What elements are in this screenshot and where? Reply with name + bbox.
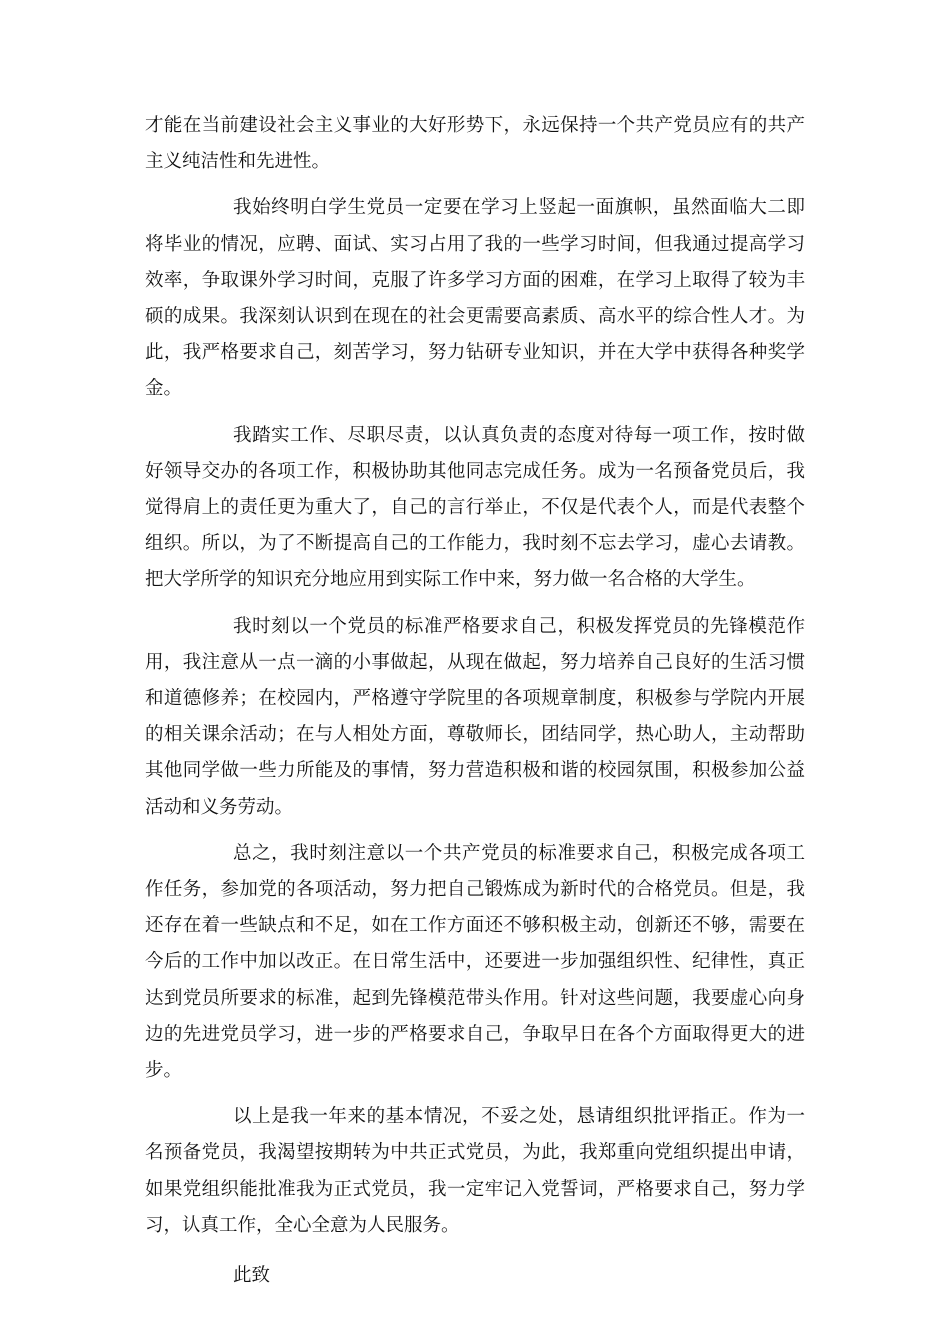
paragraph-1: 才能在当前建设社会主义事业的大好形势下，永远保持一个共产党员应有的共产主义纯洁性和先进性。 bbox=[145, 115, 805, 173]
paragraph-4: 我时刻以一个党员的标准严格要求自己，积极发挥党员的先锋模范作用，我注意从一点一滴的小事做起，从现在做起，努力培养自己良好的生活习惯和道德修养；在校园内，严格遵守学院里的各项规章制度，积极参与学院内开展的相关课余活动；在与人相处方面，尊敬师长，团结同学，热心助人，主动帮助其他同学做一些力所能及的事情，努力营造积极和谐的校园氛围，积极参加公益活动和义务劳动。 bbox=[145, 615, 805, 818]
paragraph-2: 我始终明白学生党员一定要在学习上竖起一面旗帜，虽然面临大二即将毕业的情况，应聘、面试、实习占用了我的一些学习时间，但我通过提高学习效率，争取课外学习时间，克服了许多学习方面的困难，在学习上取得了较为丰硕的成果。我深刻认识到在现在的社会更需要高素质、高水平的综合性人才。为此，我严格要求自己，刻苦学习，努力钻研专业知识，并在大学中获得各种奖学金。 bbox=[145, 197, 805, 400]
closing-salutation: 此致 bbox=[233, 1265, 271, 1287]
paragraph-5: 总之，我时刻注意以一个共产党员的标准要求自己，积极完成各项工作任务，参加党的各项活动，努力把自己锻炼成为新时代的合格党员。但是，我还存在着一些缺点和不足，如在工作方面还不够积极主动，创新还不够，需要在今后的工作中加以改正。在日常生活中，还要进一步加强组织性、纪律性，真正达到党员所要求的标准，起到先锋模范带头作用。针对这些问题，我要虚心向身边的先进党员学习，进一步的严格要求自己，争取早日在各个方面取得更大的进步。 bbox=[145, 842, 805, 1082]
paragraph-3: 我踏实工作、尽职尽责，以认真负责的态度对待每一项工作，按时做好领导交办的各项工作，积极协助其他同志完成任务。成为一名预备党员后，我觉得肩上的责任更为重大了，自己的言行举止，不仅是代表个人，而是代表整个组织。所以，为了不断提高自己的工作能力，我时刻不忘去学习，虚心去请教。把大学所学的知识充分地应用到实际工作中来，努力做一名合格的大学生。 bbox=[145, 424, 805, 591]
paragraph-6: 以上是我一年来的基本情况，不妥之处，恳请组织批评指正。作为一名预备党员，我渴望按期转为中共正式党员，为此，我郑重向党组织提出申请，如果党组织能批准我为正式党员，我一定牢记入党誓词，严格要求自己，努力学习，认真工作，全心全意为人民服务。 bbox=[145, 1106, 805, 1236]
document-body bbox=[145, 108, 805, 1294]
